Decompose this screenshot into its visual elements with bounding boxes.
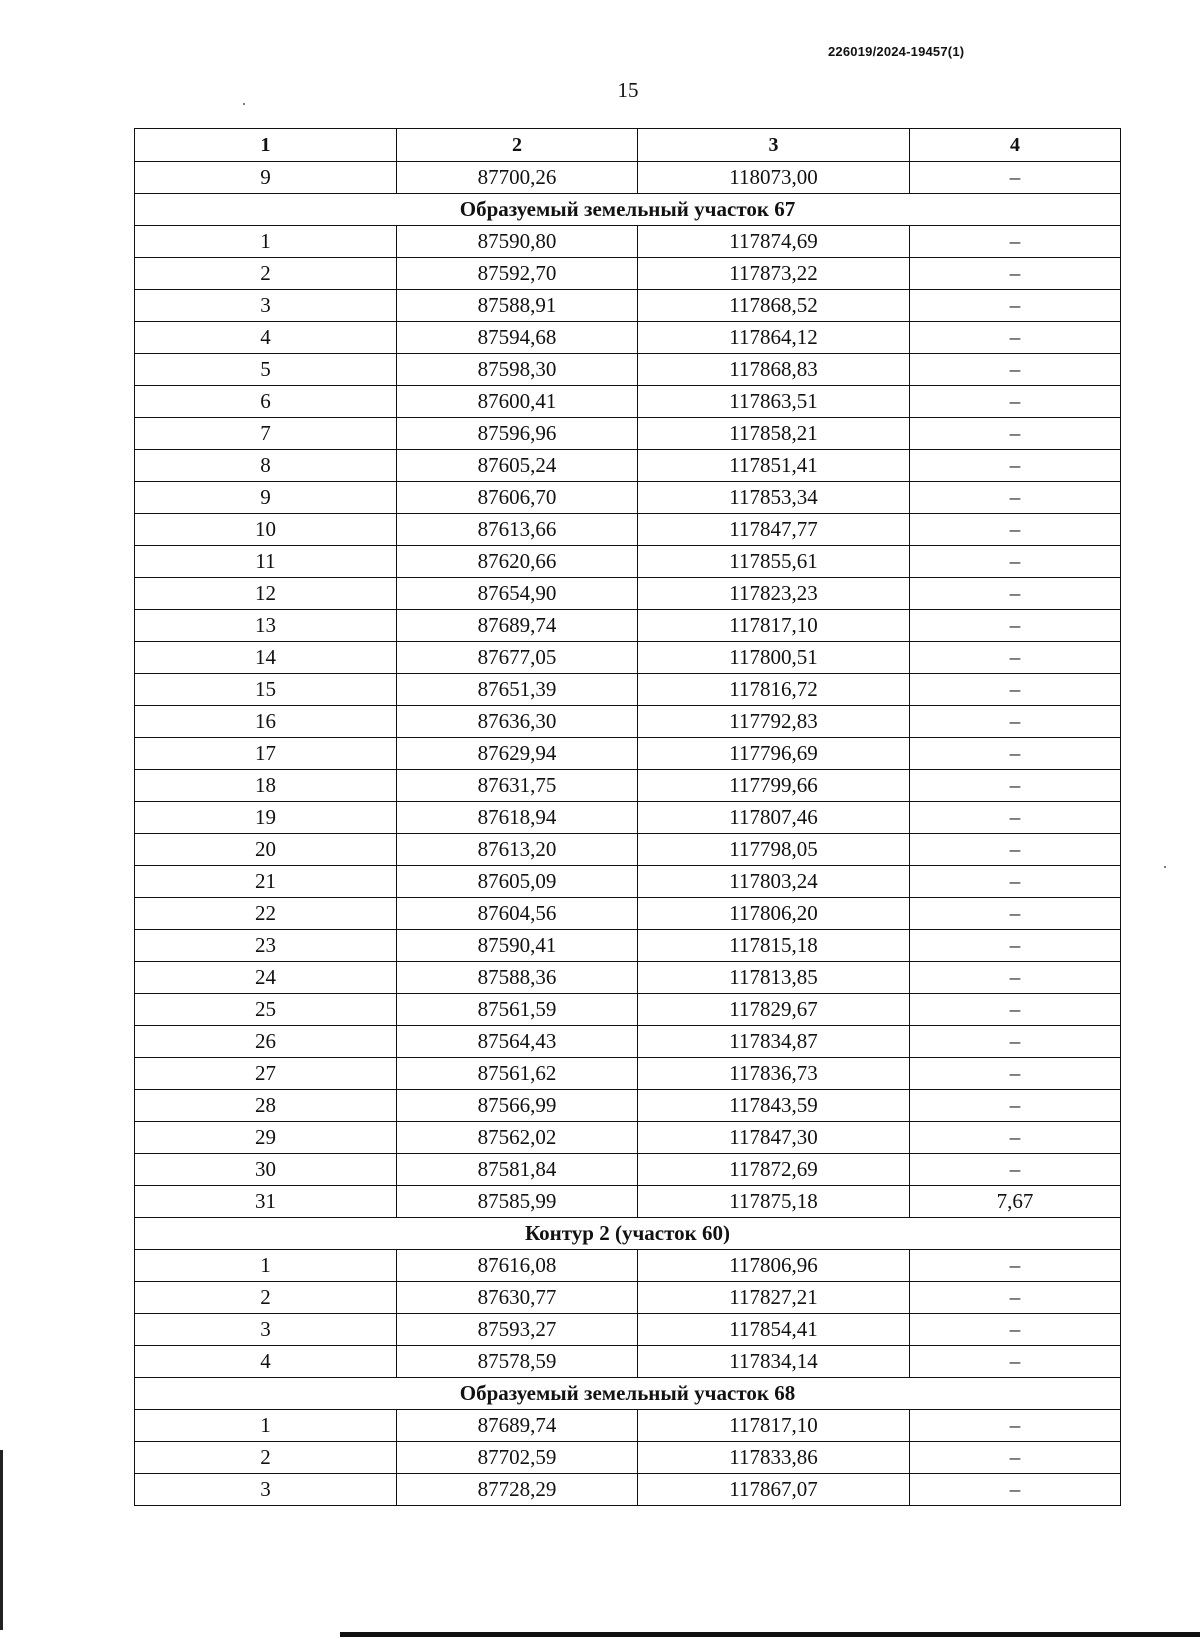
x-coordinate-cell: 87600,41: [397, 386, 638, 418]
x-coordinate-cell: 87605,24: [397, 450, 638, 482]
scan-edge-mark: [0, 1450, 3, 1630]
value-cell: –: [910, 1474, 1121, 1506]
point-number-cell: 1: [135, 1410, 397, 1442]
x-coordinate-cell: 87562,02: [397, 1122, 638, 1154]
page-number: 15: [617, 78, 639, 102]
value-cell: –: [910, 1410, 1121, 1442]
value-cell: –: [910, 290, 1121, 322]
point-number-cell: 16: [135, 706, 397, 738]
table-row: [135, 1026, 1121, 1058]
x-coordinate-cell: 87561,59: [397, 994, 638, 1026]
x-coordinate-cell: 87590,80: [397, 226, 638, 258]
table-row: [135, 322, 1121, 354]
value-cell: –: [910, 1282, 1121, 1314]
table-row: [135, 1250, 1121, 1282]
x-coordinate-cell: 87604,56: [397, 898, 638, 930]
y-coordinate-cell: 117868,83: [638, 354, 910, 386]
section-header-row: [135, 1378, 1121, 1410]
x-coordinate-cell: 87590,41: [397, 930, 638, 962]
table-body: [135, 162, 1121, 1506]
value-cell: –: [910, 1122, 1121, 1154]
value-cell: –: [910, 738, 1121, 770]
value-cell: –: [910, 1442, 1121, 1474]
y-coordinate-cell: 117827,21: [638, 1282, 910, 1314]
point-number-cell: 30: [135, 1154, 397, 1186]
value-cell: –: [910, 418, 1121, 450]
document-id: 226019/2024-19457(1): [828, 44, 965, 59]
column-header-4: 4: [910, 129, 1121, 162]
point-number-cell: 9: [135, 482, 397, 514]
value-cell: –: [910, 802, 1121, 834]
y-coordinate-cell: 117806,20: [638, 898, 910, 930]
table-row: [135, 898, 1121, 930]
table-row: [135, 802, 1121, 834]
value-cell: –: [910, 706, 1121, 738]
section-header-row: [135, 1218, 1121, 1250]
x-coordinate-cell: 87618,94: [397, 802, 638, 834]
x-coordinate-cell: 87606,70: [397, 482, 638, 514]
point-number-cell: 8: [135, 450, 397, 482]
x-coordinate-cell: 87630,77: [397, 1282, 638, 1314]
table-row: [135, 546, 1121, 578]
x-coordinate-cell: 87613,20: [397, 834, 638, 866]
table-row: [135, 450, 1121, 482]
x-coordinate-cell: 87677,05: [397, 642, 638, 674]
table-row: [135, 1090, 1121, 1122]
table-row: [135, 482, 1121, 514]
value-cell: –: [910, 226, 1121, 258]
table-row: [135, 418, 1121, 450]
value-cell: –: [910, 386, 1121, 418]
point-number-cell: 6: [135, 386, 397, 418]
table-header-row: [135, 129, 1121, 162]
value-cell: –: [910, 482, 1121, 514]
point-number-cell: 27: [135, 1058, 397, 1090]
x-coordinate-cell: 87598,30: [397, 354, 638, 386]
y-coordinate-cell: 117806,96: [638, 1250, 910, 1282]
scan-bottom-edge: [340, 1632, 1200, 1637]
x-coordinate-cell: 87581,84: [397, 1154, 638, 1186]
y-coordinate-cell: 117843,59: [638, 1090, 910, 1122]
value-cell: –: [910, 994, 1121, 1026]
y-coordinate-cell: 117798,05: [638, 834, 910, 866]
point-number-cell: 26: [135, 1026, 397, 1058]
table-row: [135, 162, 1121, 194]
value-cell: –: [910, 1314, 1121, 1346]
point-number-cell: 11: [135, 546, 397, 578]
x-coordinate-cell: 87636,30: [397, 706, 638, 738]
y-coordinate-cell: 117833,86: [638, 1442, 910, 1474]
value-cell: –: [910, 930, 1121, 962]
y-coordinate-cell: 117864,12: [638, 322, 910, 354]
table-row: [135, 738, 1121, 770]
y-coordinate-cell: 117867,07: [638, 1474, 910, 1506]
table-row: [135, 258, 1121, 290]
y-coordinate-cell: 117792,83: [638, 706, 910, 738]
point-number-cell: 1: [135, 1250, 397, 1282]
y-coordinate-cell: 117800,51: [638, 642, 910, 674]
table-row: [135, 1410, 1121, 1442]
y-coordinate-cell: 117836,73: [638, 1058, 910, 1090]
value-cell: –: [910, 578, 1121, 610]
table-row: [135, 610, 1121, 642]
y-coordinate-cell: 117847,77: [638, 514, 910, 546]
table-row: [135, 1442, 1121, 1474]
x-coordinate-cell: 87689,74: [397, 1410, 638, 1442]
point-number-cell: 4: [135, 1346, 397, 1378]
x-coordinate-cell: 87594,68: [397, 322, 638, 354]
value-cell: –: [910, 1026, 1121, 1058]
value-cell: –: [910, 546, 1121, 578]
table-row: [135, 1186, 1121, 1218]
value-cell: –: [910, 258, 1121, 290]
point-number-cell: 3: [135, 290, 397, 322]
x-coordinate-cell: 87728,29: [397, 1474, 638, 1506]
table-row: [135, 1154, 1121, 1186]
table-row: [135, 866, 1121, 898]
table-row: [135, 354, 1121, 386]
y-coordinate-cell: 117875,18: [638, 1186, 910, 1218]
y-coordinate-cell: 117834,87: [638, 1026, 910, 1058]
y-coordinate-cell: 117851,41: [638, 450, 910, 482]
y-coordinate-cell: 117872,69: [638, 1154, 910, 1186]
y-coordinate-cell: 117823,23: [638, 578, 910, 610]
table-row: [135, 290, 1121, 322]
x-coordinate-cell: 87561,62: [397, 1058, 638, 1090]
y-coordinate-cell: 118073,00: [638, 162, 910, 194]
x-coordinate-cell: 87564,43: [397, 1026, 638, 1058]
point-number-cell: 5: [135, 354, 397, 386]
point-number-cell: 21: [135, 866, 397, 898]
x-coordinate-cell: 87593,27: [397, 1314, 638, 1346]
point-number-cell: 9: [135, 162, 397, 194]
scan-speck: [1164, 866, 1166, 868]
table-row: [135, 962, 1121, 994]
scan-speck: [243, 103, 245, 105]
table-row: [135, 1282, 1121, 1314]
x-coordinate-cell: 87605,09: [397, 866, 638, 898]
value-cell: –: [910, 674, 1121, 706]
y-coordinate-cell: 117854,41: [638, 1314, 910, 1346]
point-number-cell: 14: [135, 642, 397, 674]
y-coordinate-cell: 117815,18: [638, 930, 910, 962]
y-coordinate-cell: 117817,10: [638, 610, 910, 642]
y-coordinate-cell: 117829,67: [638, 994, 910, 1026]
value-cell: –: [910, 866, 1121, 898]
column-header-3: 3: [638, 129, 910, 162]
point-number-cell: 20: [135, 834, 397, 866]
column-header-2: 2: [397, 129, 638, 162]
value-cell: –: [910, 1346, 1121, 1378]
table-row: [135, 642, 1121, 674]
y-coordinate-cell: 117855,61: [638, 546, 910, 578]
table-row: [135, 578, 1121, 610]
x-coordinate-cell: 87566,99: [397, 1090, 638, 1122]
value-cell: –: [910, 962, 1121, 994]
point-number-cell: 3: [135, 1314, 397, 1346]
point-number-cell: 17: [135, 738, 397, 770]
point-number-cell: 13: [135, 610, 397, 642]
value-cell: 7,67: [910, 1186, 1121, 1218]
value-cell: –: [910, 514, 1121, 546]
y-coordinate-cell: 117853,34: [638, 482, 910, 514]
point-number-cell: 24: [135, 962, 397, 994]
x-coordinate-cell: 87592,70: [397, 258, 638, 290]
x-coordinate-cell: 87689,74: [397, 610, 638, 642]
value-cell: –: [910, 898, 1121, 930]
table-row: [135, 1346, 1121, 1378]
y-coordinate-cell: 117847,30: [638, 1122, 910, 1154]
value-cell: –: [910, 834, 1121, 866]
point-number-cell: 10: [135, 514, 397, 546]
table-row: [135, 514, 1121, 546]
x-coordinate-cell: 87585,99: [397, 1186, 638, 1218]
point-number-cell: 15: [135, 674, 397, 706]
y-coordinate-cell: 117858,21: [638, 418, 910, 450]
point-number-cell: 23: [135, 930, 397, 962]
point-number-cell: 4: [135, 322, 397, 354]
x-coordinate-cell: 87654,90: [397, 578, 638, 610]
y-coordinate-cell: 117863,51: [638, 386, 910, 418]
y-coordinate-cell: 117817,10: [638, 1410, 910, 1442]
value-cell: –: [910, 162, 1121, 194]
x-coordinate-cell: 87631,75: [397, 770, 638, 802]
y-coordinate-cell: 117799,66: [638, 770, 910, 802]
value-cell: –: [910, 642, 1121, 674]
y-coordinate-cell: 117874,69: [638, 226, 910, 258]
value-cell: –: [910, 1250, 1121, 1282]
table-row: [135, 994, 1121, 1026]
table-row: [135, 1122, 1121, 1154]
y-coordinate-cell: 117834,14: [638, 1346, 910, 1378]
value-cell: –: [910, 1090, 1121, 1122]
table-row: [135, 1314, 1121, 1346]
x-coordinate-cell: 87596,96: [397, 418, 638, 450]
point-number-cell: 12: [135, 578, 397, 610]
point-number-cell: 29: [135, 1122, 397, 1154]
y-coordinate-cell: 117816,72: [638, 674, 910, 706]
y-coordinate-cell: 117868,52: [638, 290, 910, 322]
x-coordinate-cell: 87578,59: [397, 1346, 638, 1378]
point-number-cell: 2: [135, 258, 397, 290]
point-number-cell: 2: [135, 1442, 397, 1474]
y-coordinate-cell: 117807,46: [638, 802, 910, 834]
value-cell: –: [910, 610, 1121, 642]
value-cell: –: [910, 770, 1121, 802]
x-coordinate-cell: 87613,66: [397, 514, 638, 546]
section-title: Образуемый земельный участок 67: [135, 194, 1121, 226]
y-coordinate-cell: 117796,69: [638, 738, 910, 770]
x-coordinate-cell: 87620,66: [397, 546, 638, 578]
point-number-cell: 31: [135, 1186, 397, 1218]
x-coordinate-cell: 87651,39: [397, 674, 638, 706]
table-row: [135, 226, 1121, 258]
x-coordinate-cell: 87700,26: [397, 162, 638, 194]
section-header-row: [135, 194, 1121, 226]
point-number-cell: 7: [135, 418, 397, 450]
coordinates-table: [134, 128, 1121, 1506]
y-coordinate-cell: 117803,24: [638, 866, 910, 898]
point-number-cell: 22: [135, 898, 397, 930]
point-number-cell: 19: [135, 802, 397, 834]
table-row: [135, 930, 1121, 962]
value-cell: –: [910, 450, 1121, 482]
x-coordinate-cell: 87616,08: [397, 1250, 638, 1282]
value-cell: –: [910, 1058, 1121, 1090]
point-number-cell: 28: [135, 1090, 397, 1122]
point-number-cell: 18: [135, 770, 397, 802]
section-title: Контур 2 (участок 60): [135, 1218, 1121, 1250]
table-row: [135, 386, 1121, 418]
table-row: [135, 674, 1121, 706]
point-number-cell: 25: [135, 994, 397, 1026]
table-row: [135, 1058, 1121, 1090]
table-row: [135, 706, 1121, 738]
value-cell: –: [910, 1154, 1121, 1186]
x-coordinate-cell: 87588,36: [397, 962, 638, 994]
y-coordinate-cell: 117813,85: [638, 962, 910, 994]
point-number-cell: 2: [135, 1282, 397, 1314]
x-coordinate-cell: 87702,59: [397, 1442, 638, 1474]
section-title: Образуемый земельный участок 68: [135, 1378, 1121, 1410]
table-row: [135, 770, 1121, 802]
point-number-cell: 1: [135, 226, 397, 258]
table-row: [135, 1474, 1121, 1506]
table-row: [135, 834, 1121, 866]
y-coordinate-cell: 117873,22: [638, 258, 910, 290]
point-number-cell: 3: [135, 1474, 397, 1506]
value-cell: –: [910, 322, 1121, 354]
value-cell: –: [910, 354, 1121, 386]
x-coordinate-cell: 87629,94: [397, 738, 638, 770]
x-coordinate-cell: 87588,91: [397, 290, 638, 322]
column-header-1: 1: [135, 129, 397, 162]
